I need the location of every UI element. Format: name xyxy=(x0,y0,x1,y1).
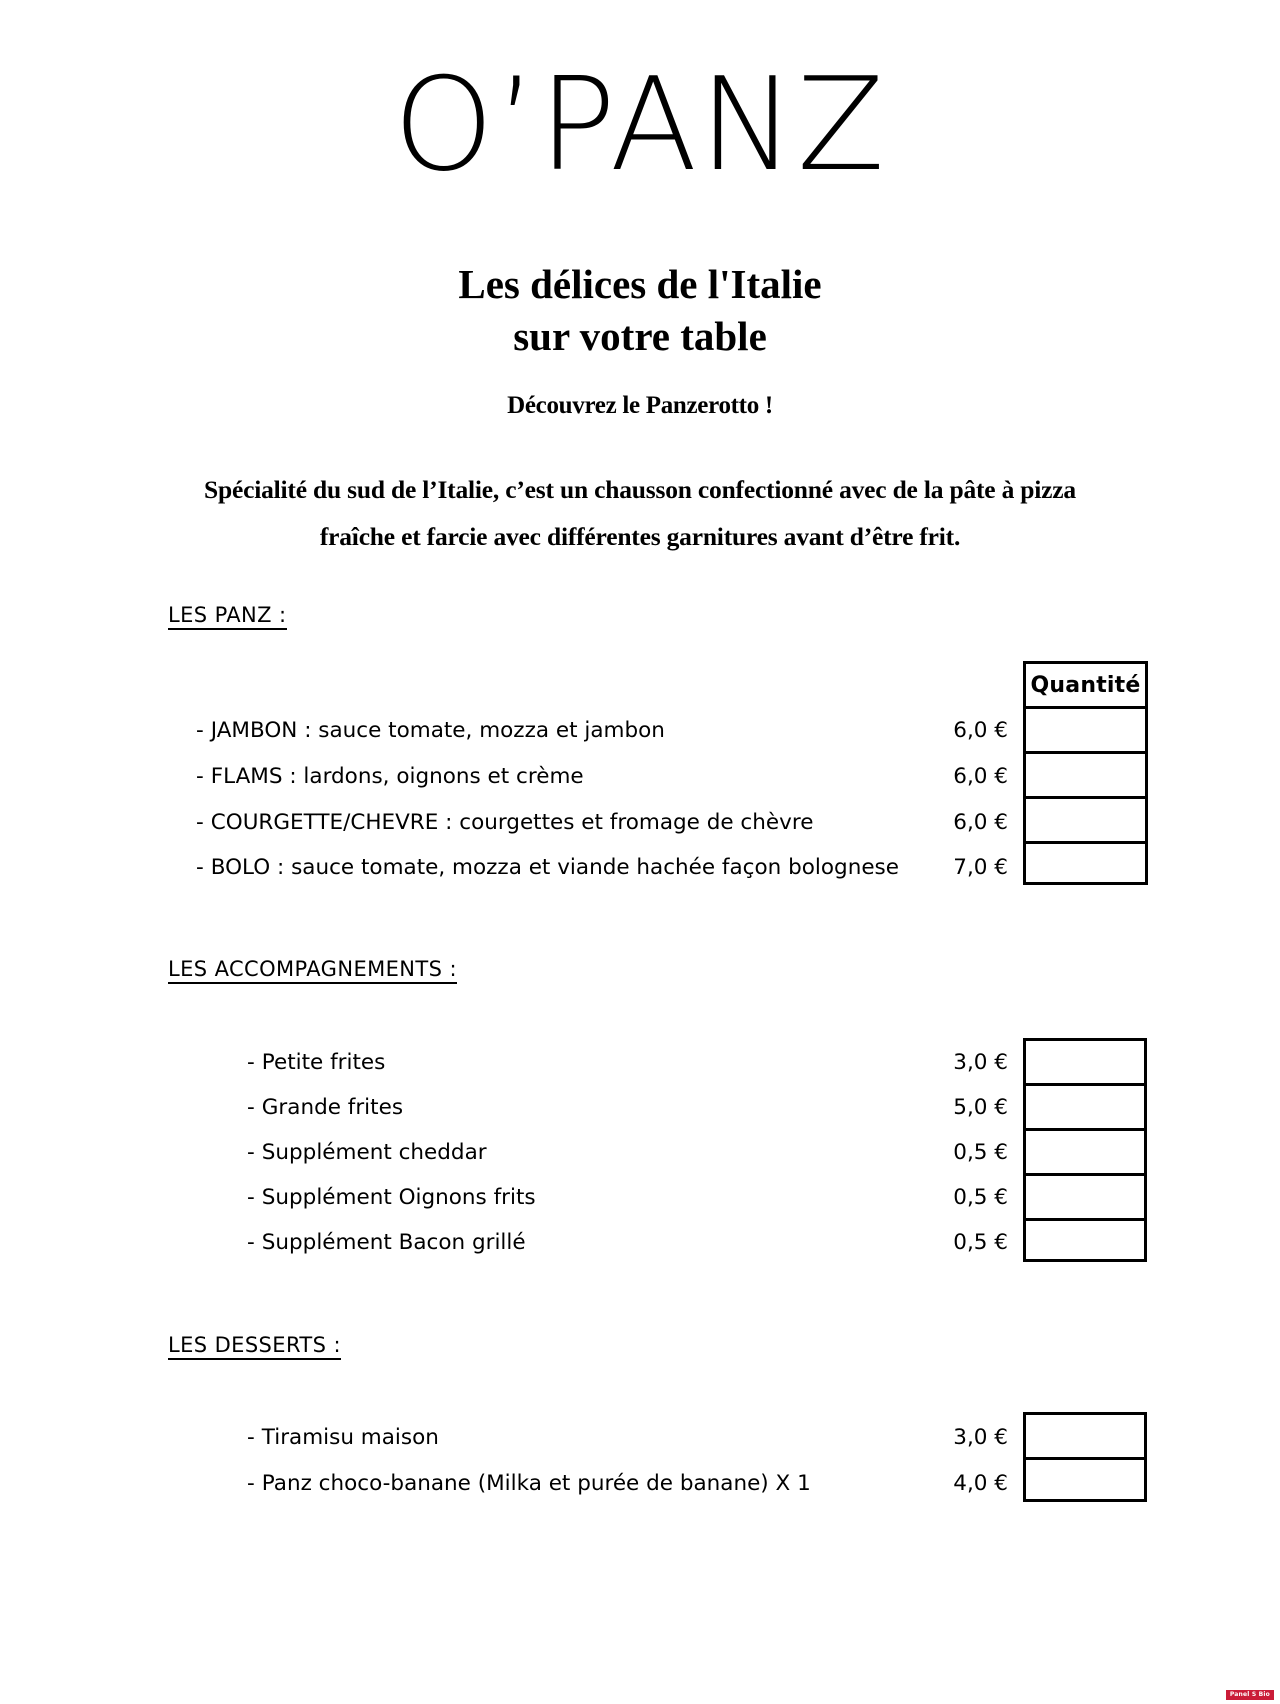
item-price: 4,0 € xyxy=(953,1471,1008,1496)
quantity-table-desserts xyxy=(1023,1412,1147,1502)
item-label: Supplément cheddar xyxy=(261,1140,487,1165)
item-bullet: - xyxy=(247,1050,255,1075)
menu-item-row xyxy=(196,812,813,834)
section-title-desserts: LES DESSERTS : xyxy=(168,1333,341,1360)
item-label: BOLO : sauce tomate, mozza et viande hachée façon bolognese xyxy=(210,855,899,880)
menu-item-row xyxy=(247,1187,536,1209)
quantity-input-cell[interactable] xyxy=(1026,1460,1144,1502)
quantity-input-cell[interactable] xyxy=(1026,1221,1144,1265)
item-bullet: - xyxy=(247,1425,255,1450)
item-price: 7,0 € xyxy=(953,855,1008,880)
menu-item-row xyxy=(196,720,665,742)
menu-item-row xyxy=(196,766,584,788)
item-label: Tiramisu maison xyxy=(261,1425,439,1450)
item-price: 6,0 € xyxy=(953,810,1008,835)
item-label: COURGETTE/CHEVRE : courgettes et fromage de chèvre xyxy=(210,810,814,835)
menu-item-row xyxy=(247,1427,439,1449)
tagline xyxy=(0,258,1280,363)
item-label: Petite frites xyxy=(261,1050,386,1075)
item-price: 6,0 € xyxy=(953,764,1008,789)
discover-heading: Découvrez le Panzerotto ! xyxy=(507,392,773,419)
menu-item-row xyxy=(247,1097,403,1119)
restaurant-name: O’PANZ xyxy=(393,51,887,200)
item-price: 0,5 € xyxy=(953,1140,1008,1165)
item-price: 0,5 € xyxy=(953,1185,1008,1210)
description-paragraph: Spécialité du sud de l’Italie, c’est un chausson confectionné avec de la pâte à pizza fraîche et farcie avec différentes garnitures avant d’être frit. xyxy=(204,475,1076,552)
quantity-input-cell[interactable] xyxy=(1026,1176,1144,1221)
item-bullet: - xyxy=(196,855,204,880)
item-label: Supplément Oignons frits xyxy=(261,1185,536,1210)
section-title-accompagnements: LES ACCOMPAGNEMENTS : xyxy=(168,957,457,984)
quantity-input-cell[interactable] xyxy=(1026,754,1145,799)
menu-item-row xyxy=(247,1473,811,1495)
item-price: 3,0 € xyxy=(953,1050,1008,1075)
quantity-input-cell[interactable] xyxy=(1026,1086,1144,1131)
quantity-input-cell[interactable] xyxy=(1026,1131,1144,1176)
item-label: JAMBON : sauce tomate, mozza et jambon xyxy=(210,718,665,743)
menu-item-row xyxy=(247,1052,385,1074)
item-bullet: - xyxy=(247,1095,255,1120)
quantity-table-accompagnements xyxy=(1023,1038,1147,1262)
item-bullet: - xyxy=(196,810,204,835)
tagline-line-1: Les délices de l'Italie xyxy=(458,261,822,307)
item-label: Supplément Bacon grillé xyxy=(261,1230,526,1255)
item-bullet: - xyxy=(247,1140,255,1165)
menu-item-row xyxy=(196,857,899,879)
item-price: 6,0 € xyxy=(953,718,1008,743)
corner-stamp: Panel S Bio xyxy=(1226,1690,1274,1700)
item-label: FLAMS : lardons, oignons et crème xyxy=(210,764,584,789)
menu-item-row xyxy=(247,1232,526,1254)
item-label: Panz choco-banane (Milka et purée de banane) X 1 xyxy=(261,1471,811,1496)
item-bullet: - xyxy=(247,1185,255,1210)
item-price: 5,0 € xyxy=(953,1095,1008,1120)
item-price: 0,5 € xyxy=(953,1230,1008,1255)
item-bullet: - xyxy=(196,718,204,743)
tagline-line-2: sur votre table xyxy=(513,313,767,360)
item-bullet: - xyxy=(247,1230,255,1255)
section-title-panz: LES PANZ : xyxy=(168,603,287,630)
quantity-table-header xyxy=(1026,664,1145,709)
quantity-input-cell[interactable] xyxy=(1026,1041,1144,1086)
quantity-header-label: Quantité xyxy=(1030,672,1141,698)
quantity-input-cell[interactable] xyxy=(1026,709,1145,754)
quantity-input-cell[interactable] xyxy=(1026,844,1145,888)
menu-item-row xyxy=(247,1142,487,1164)
quantity-input-cell[interactable] xyxy=(1026,799,1145,844)
item-price: 3,0 € xyxy=(953,1425,1008,1450)
quantity-input-cell[interactable] xyxy=(1026,1415,1144,1460)
item-bullet: - xyxy=(247,1471,255,1496)
item-bullet: - xyxy=(196,764,204,789)
item-label: Grande frites xyxy=(261,1095,404,1120)
quantity-table-panz xyxy=(1023,661,1148,885)
